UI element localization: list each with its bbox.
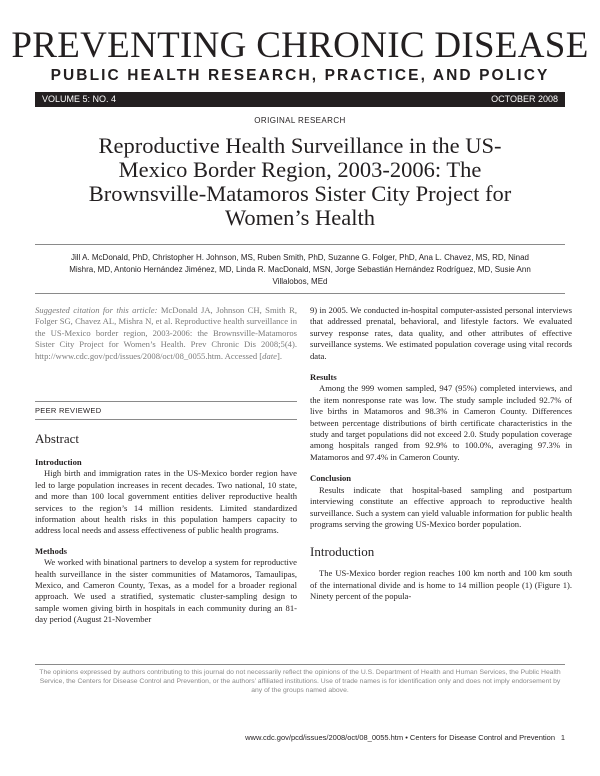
journal-masthead: PREVENTING CHRONIC DISEASE: [11, 25, 589, 66]
introduction-text: The US-Mexico border region reaches 100 km north and 100 km south of the international divide and is home to 14 million people (1) (Figure 1). Ninety percent of the popula-: [310, 568, 572, 602]
article-type: ORIGINAL RESEARCH: [254, 116, 346, 125]
introduction-heading: Introduction: [310, 544, 375, 560]
citation-text: McDonald JA, Johnson CH, Smith R, Folger SG, Chavez AL, Mishra N, et al. Reproductive health surveillance in the US-Mexico border region, 2003-2006: the Brownsville-Matamoros Sister City Project for Women’s Health. Prev Chronic Dis 2008;5(4). http://www.cdc.gov/pcd/issues/2008/oct/08_0055.htm. Accessed [: [35, 305, 297, 361]
peer-reviewed-label: PEER REVIEWED: [35, 406, 102, 415]
citation-label: Suggested citation for this article:: [35, 305, 158, 315]
citation-end: ].: [276, 350, 282, 361]
abstract-heading: Abstract: [35, 431, 80, 446]
abstract-methods-heading: Methods: [35, 545, 67, 556]
abstract-conclusion-heading: Conclusion: [310, 473, 352, 484]
article-title: Reproductive Health Surveillance in the US-Mexico Border Region, 2003-2006: The Brownsville-Matamoros Sister City Project for Women’s Health: [88, 133, 512, 230]
abstract-methods-continued: 9) in 2005. We conducted in-hospital computer-assisted personal interviews that addressed prenatal, behavioral, and lifestyle factors. We evaluated survey response rates, data quality, and other attributes of effective surveillance systems. We estimated population coverage using vital records data.: [310, 305, 572, 361]
abstract-results-text: Among the 999 women sampled, 947 (95%) completed interviews, and the item nonresponse rate was low. The study sample included 92.7% of live births in Matamoros and 98.3% in Cameron County. Differences between percentage distributions of birth certificate characteristics in the study and target populations did not exceed 2.0. Study population coverage among hospitals ranged from 92.9% to 100.0%, averaging 97.3% in Matamoros and 97.4% in Cameron County.: [310, 383, 572, 462]
citation-date-word: date: [262, 350, 277, 361]
abstract-intro-text: High birth and immigration rates in the US-Mexico border region have led to large population increases in recent decades. Two national, 10 state, and more than 100 local government entities deliver reproductive health services to the region’s 14 million residents. Limited standardized information about health risks in this population hampers capacity to address local needs and assess effectiveness of public health programs.: [35, 468, 297, 536]
disclaimer: The opinions expressed by authors contributing to this journal do not necessarily reflect the opinions of the U.S. Department of Health and Human Services, the Public Health Service, the Centers for Disease Control and Prevention, or the authors’ affiliated institutions. Use of trade names is for identification only and does not imply endorsement by any of the groups named above.: [39, 669, 561, 694]
left-column: [35, 305, 297, 362]
abstract-intro-heading: Introduction: [35, 457, 82, 467]
author-divider: [35, 293, 565, 294]
title-divider: [35, 244, 565, 245]
author-list: Jill A. McDonald, PhD, Christopher H. Johnson, MS, Ruben Smith, PhD, Suzanne G. Folger, PhD, Ana L. Chavez, MS, RD, Ninad Mishra, MD, Antonio Hernández Jiménez, MD, Linda R. MacDonald, MSN, Jorge Sebastián Hernández Rodríguez, MD, Susie Ann Villalobos, MEd: [69, 253, 531, 286]
page-number: 1: [560, 733, 565, 742]
peer-divider: [35, 401, 297, 402]
abstract-conclusion-text: Results indicate that hospital-based sampling and postpartum interviewing constitute an effective approach to reproductive health surveillance. Such a system can yield valuable information for public health programs serving the growing US-Mexico border population.: [310, 484, 572, 529]
abstract-column: [35, 431, 297, 626]
abstract-methods-text: We worked with binational partners to develop a system for reproductive health surveillance in the sister communities of Matamoros, Tamaulipas, Mexico, and Cameron County, Texas, as a model for a broader regional approach. We used a stratified, systematic cluster-sampling design to sample women giving birth in hospitals in each community during an 81-day period (August 21-November: [35, 557, 297, 625]
right-column: [310, 305, 572, 603]
footer-url: www.cdc.gov/pcd/issues/2008/oct/08_0055.htm • Centers for Disease Control and Prevention: [245, 733, 555, 742]
volume-label: VOLUME 5: NO. 4: [42, 94, 117, 104]
journal-subtitle: PUBLIC HEALTH RESEARCH, PRACTICE, AND POLICY: [50, 67, 550, 84]
abstract-results-heading: Results: [310, 372, 337, 383]
issue-bar: [35, 92, 565, 107]
footer-divider: [35, 664, 565, 665]
suggested-citation: [35, 305, 297, 362]
issue-date: OCTOBER 2008: [491, 94, 558, 104]
peer-divider-bottom: [35, 419, 297, 420]
